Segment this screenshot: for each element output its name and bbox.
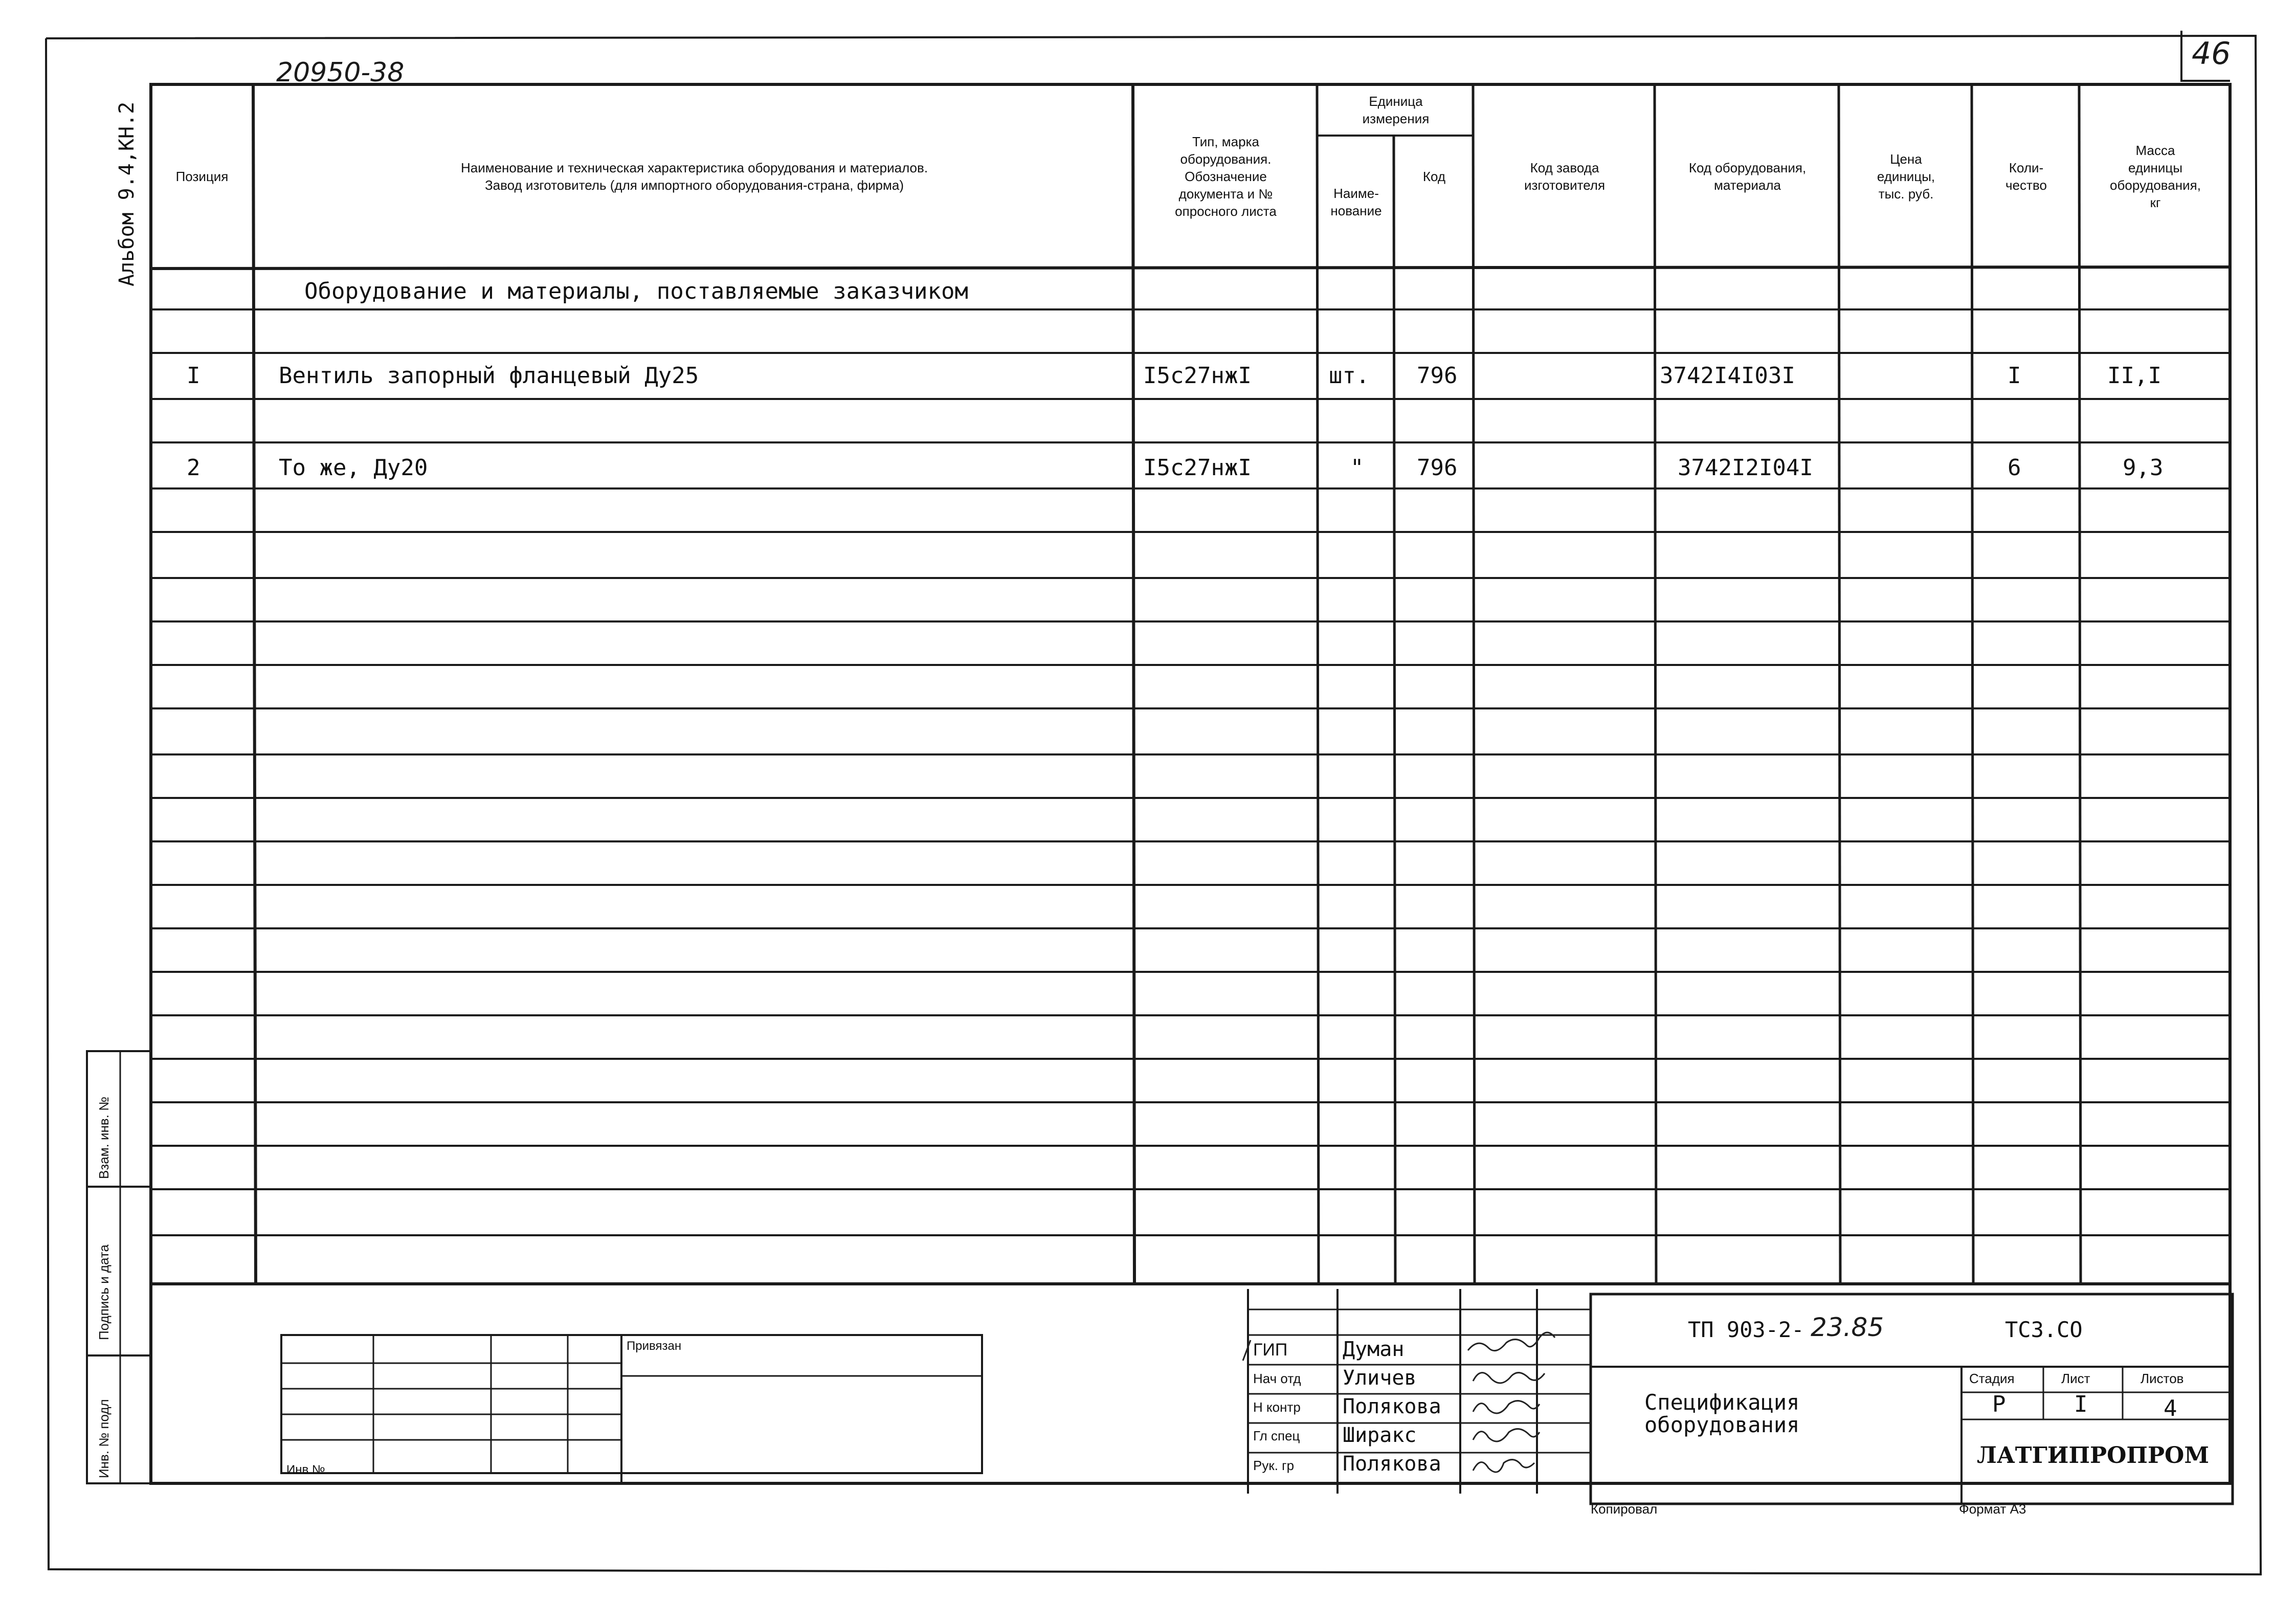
- header-mass: Масса единицы оборудования, кг: [2110, 143, 2201, 210]
- role-gip: ГИП: [1253, 1340, 1288, 1360]
- sheet-code: ТС3.СО: [2005, 1317, 2083, 1342]
- name-ruk-gr: Полякова: [1343, 1452, 1441, 1476]
- row2-pos: 2: [187, 455, 200, 481]
- name-gl-spec: Ширакс: [1343, 1424, 1417, 1447]
- list-label: Лист: [2061, 1371, 2090, 1386]
- role-ruk-gr: Рук. гр: [1253, 1458, 1295, 1473]
- header-position: Позиция: [175, 169, 229, 184]
- margin-podpis: Подпись и дата: [96, 1244, 112, 1340]
- role-n-kontr: Н контр: [1253, 1399, 1301, 1415]
- row2-type: I5с27нжI: [1143, 455, 1252, 481]
- org-name: ЛАТГИПРОПРОМ: [1977, 1442, 2210, 1469]
- project-code-hand: 23.85: [1811, 1313, 1884, 1342]
- margin-vzam: Взам. инв. №: [96, 1096, 112, 1179]
- header-price: Цена единицы, тыс. руб.: [1877, 151, 1935, 202]
- section-title: Оборудование и материалы, поставляемые заказчиком: [304, 278, 969, 304]
- name-gip: Думан: [1343, 1338, 1405, 1361]
- row2-name: То же, Ду20: [279, 455, 428, 481]
- header-qty: Коли- чество: [2005, 160, 2047, 193]
- project-code: ТП 903-2-: [1688, 1317, 1804, 1342]
- name-nach-otd: Уличев: [1343, 1366, 1417, 1390]
- row1-type: I5с27нжI: [1143, 363, 1252, 389]
- row1-unit: шт.: [1329, 363, 1370, 389]
- header-name: Наименование и техническая характеристика оборудования и материалов. Завод изготовитель (для импортного оборудования-страна, фирма): [460, 160, 928, 193]
- format-label: Формат А3: [1959, 1501, 2026, 1517]
- header-unit-name: Наиме- нование: [1330, 186, 1382, 218]
- list-value: I: [2074, 1391, 2088, 1417]
- page-number: 46: [2192, 36, 2231, 72]
- header-type: Тип, марка оборудования. Обозначение документа и № опросного листа: [1175, 134, 1277, 219]
- row2-qty: 6: [2008, 455, 2021, 481]
- margin-inv: Инв. № подл: [96, 1399, 112, 1478]
- inv-no-label: Инв №: [286, 1463, 325, 1477]
- header-unit-code: Код: [1422, 169, 1446, 184]
- lists-value: 4: [2164, 1395, 2177, 1421]
- header-maker-code: Код завода изготовителя: [1524, 160, 1606, 193]
- doc-title: Спецификация оборудования: [1644, 1390, 1800, 1437]
- role-gl-spec: Гл спец: [1253, 1428, 1300, 1443]
- row1-name: Вентиль запорный фланцевый Ду25: [279, 363, 699, 389]
- role-nach-otd: Нач отд: [1253, 1371, 1301, 1386]
- row2-code: 796: [1417, 455, 1458, 481]
- lists-label: Листов: [2141, 1371, 2184, 1386]
- row2-mass: 9,3: [2123, 455, 2164, 481]
- row1-pos: I: [187, 363, 200, 389]
- row1-code: 796: [1417, 363, 1458, 389]
- name-n-kontr: Полякова: [1343, 1395, 1441, 1418]
- header-unit-group: Единица измерения: [1362, 94, 1430, 126]
- row1-qty: I: [2008, 363, 2021, 389]
- copied-label: Копировал: [1591, 1501, 1658, 1517]
- privyazan-label: Привязан: [627, 1339, 682, 1353]
- row1-mass: II,I: [2107, 363, 2161, 389]
- album-ref: Альбом 9.4,КН.2: [115, 101, 139, 286]
- row2-equip-code: 3742I2I04I: [1678, 455, 1813, 481]
- row1-equip-code: 3742I4I03I: [1660, 363, 1795, 389]
- row2-unit: ": [1350, 455, 1364, 481]
- doc-number: 20950-38: [276, 57, 405, 88]
- stage-label: Стадия: [1969, 1371, 2015, 1386]
- header-equip-code: Код оборудования, материала: [1688, 160, 1807, 193]
- stage-value: Р: [1992, 1391, 2006, 1417]
